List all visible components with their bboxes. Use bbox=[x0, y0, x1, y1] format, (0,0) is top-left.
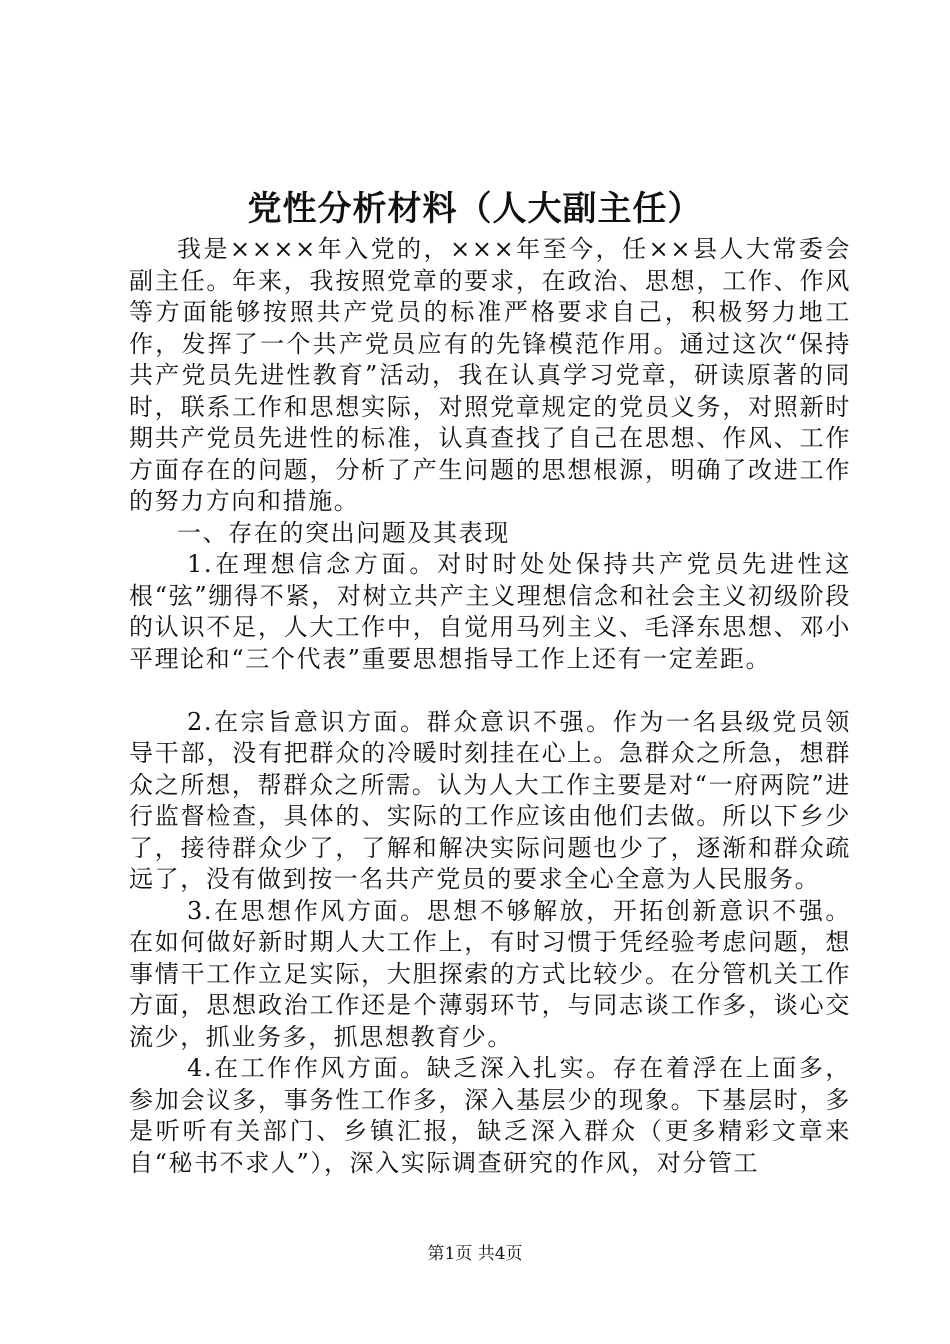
item-paragraph-1: 1.在理想信念方面。对时时处处保持共产党员先进性这根“弦”绷得不紧，对树立共产主义理想信念和社会主义初级阶段的认识不足，人大工作中，自觉用马列主义、毛泽东思想、邓小平理论和“三个代表”重要思想指导工作上还有一定差距。 bbox=[129, 550, 851, 673]
item-paragraph-4: 4.在工作作风方面。缺乏深入扎实。存在着浮在上面多，参加会议多，事务性工作多，深入基层少的现象。下基层时，多是听听有关部门、乡镇汇报，缺乏深入群众（更多精彩文章来自“秘书不求人”），深入实际调查研究的作风，对分管工 bbox=[129, 1054, 851, 1177]
intro-paragraph: 我是××××年入党的，×××年至今，任××县人大常委会副主任。年来，我按照党章的要求，在政治、思想，工作、作风等方面能够按照共产党员的标准严格要求自己，积极努力地工作，发挥了一个共产党员应有的先锋模范作用。通过这次“保持共产党员先进性教育”活动，我在认真学习党章，研读原著的同时，联系工作和思想实际，对照党章规定的党员义务，对照新时期共产党员先进性的标准，认真查找了自己在思想、作风、工作方面存在的问题，分析了产生问题的思想根源，明确了改进工作的努力方向和措施。 bbox=[129, 235, 851, 515]
document-body bbox=[129, 234, 851, 1179]
item-paragraph-2: 2.在宗旨意识方面。群众意识不强。作为一名县级党员领导干部，没有把群众的冷暖时刻挂在心上。急群众之所急，想群众之所想，帮群众之所需。认为人大工作主要是对“一府两院”进行监督检查，具体的、实际的工作应该由他们去做。所以下乡少了，接待群众少了，了解和解决实际问题也少了，逐渐和群众疏远了，没有做到按一名共产党员的要求全心全意为人民服务。 bbox=[129, 707, 851, 893]
section-heading: 一、存在的突出问题及其表现 bbox=[177, 518, 510, 547]
paragraph-gap bbox=[129, 675, 851, 707]
page-footer: 第1页 共4页 bbox=[427, 1244, 523, 1264]
item-paragraph-3: 3.在思想作风方面。思想不够解放，开拓创新意识不强。在如何做好新时期人大工作上，有时习惯于凭经验考虑问题，想事情干工作立足实际，大胆探索的方式比较少。在分管机关工作方面，思想政治工作还是个薄弱环节，与同志谈工作多，谈心交流少，抓业务多，抓思想教育少。 bbox=[129, 896, 851, 1051]
document-title: 党性分析材料（人大副主任） bbox=[247, 189, 703, 229]
